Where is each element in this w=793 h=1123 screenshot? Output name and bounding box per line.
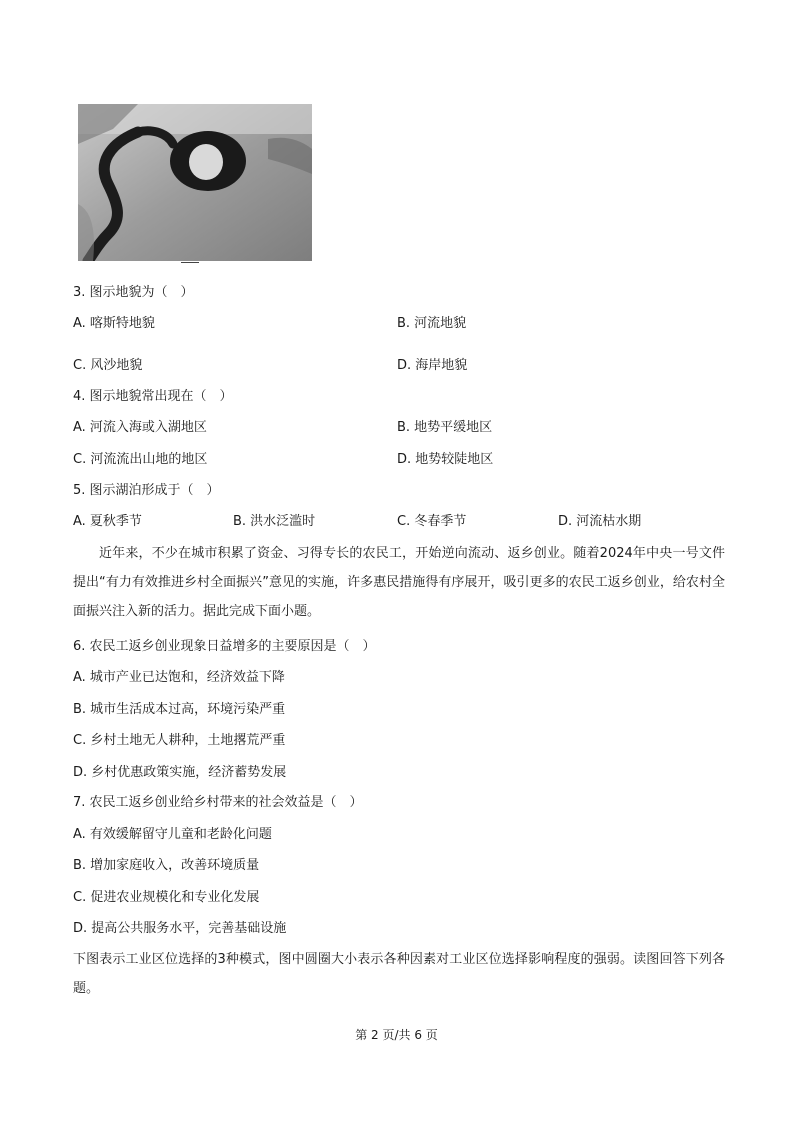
q5-option-c: C. 冬春季节 xyxy=(397,514,467,529)
page-footer: 第 2 页/共 6 页 xyxy=(355,1028,438,1042)
q3-option-d: D. 海岸地貌 xyxy=(397,358,468,373)
figure-intro-paragraph: 下图表示工业区位选择的3种模式，图中圆圈大小表示各种因素对工业区位选择影响程度的强弱。读图回答下列各题。 xyxy=(73,952,725,996)
q4-option-d: D. 地势较陡地区 xyxy=(397,452,494,467)
q3-stem: 3. 图示地貌为（ ） xyxy=(73,285,194,300)
q6-option-a: A. 城市产业已达饱和，经济效益下降 xyxy=(73,670,285,685)
q4-option-c: C. 河流流出山地的地区 xyxy=(73,452,208,467)
q5-stem: 5. 图示湖泊形成于（ ） xyxy=(73,483,220,498)
photo-caption-mark xyxy=(181,262,199,263)
q5-option-a: A. 夏秋季节 xyxy=(73,514,142,529)
q7-option-d: D. 提高公共服务水平，完善基础设施 xyxy=(73,921,287,936)
q3-option-c: C. 风沙地貌 xyxy=(73,358,143,373)
passage-paragraph: 近年来，不少在城市积累了资金、习得专长的农民工，开始逆向流动、返乡创业。随着2024年中央一号文件提出“有力有效推进乡村全面振兴”意见的实施，许多惠民措施得有序展开，吸引更多的农民工返乡创业，给农村全面振兴注入新的活力。据此完成下面小题。 xyxy=(73,546,725,619)
q6-stem: 6. 农民工返乡创业现象日益增多的主要原因是（ ） xyxy=(73,639,376,654)
q5-option-b: B. 洪水泛滥时 xyxy=(233,514,316,529)
oxbow-lake-photo xyxy=(78,104,312,261)
q7-option-b: B. 增加家庭收入，改善环境质量 xyxy=(73,858,260,873)
q4-option-b: B. 地势平缓地区 xyxy=(397,420,493,435)
q6-option-c: C. 乡村土地无人耕种，土地撂荒严重 xyxy=(73,733,286,748)
q3-option-a: A. 喀斯特地貌 xyxy=(73,316,155,331)
q6-option-d: D. 乡村优惠政策实施，经济蓄势发展 xyxy=(73,765,287,780)
q4-option-a: A. 河流入海或入湖地区 xyxy=(73,420,207,435)
q7-stem: 7. 农民工返乡创业给乡村带来的社会效益是（ ） xyxy=(73,795,363,810)
q6-option-b: B. 城市生活成本过高，环境污染严重 xyxy=(73,702,286,717)
q5-option-d: D. 河流枯水期 xyxy=(558,514,642,529)
q4-stem: 4. 图示地貌常出现在（ ） xyxy=(73,389,233,404)
q3-option-b: B. 河流地貌 xyxy=(397,316,467,331)
q7-option-a: A. 有效缓解留守儿童和老龄化问题 xyxy=(73,827,272,842)
q7-option-c: C. 促进农业规模化和专业化发展 xyxy=(73,890,260,905)
